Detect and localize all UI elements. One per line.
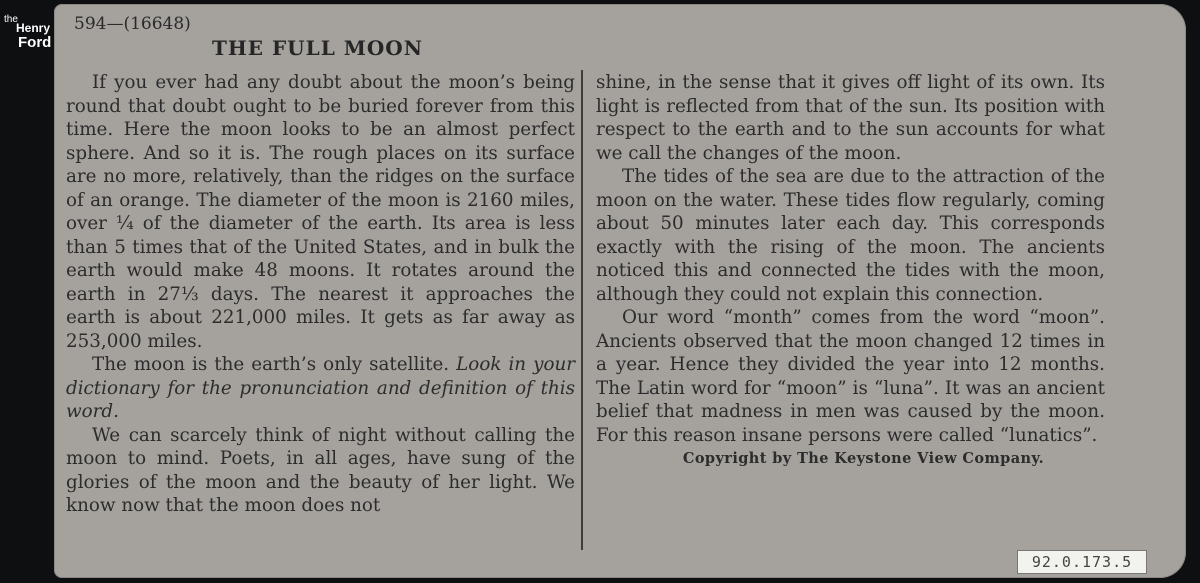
catalog-number: 594—(16648) (74, 14, 191, 34)
henry-ford-logo (4, 14, 52, 54)
left-paragraph-1: If you ever had any doubt about the moon’s being round that doubt ought to be buried forever from this time. Here the moon looks to be an almost perfect sphere. And so it is. The rough places on its surface are no more, relatively, than the ridges on the surface of an orange. The diameter of the moon is 2160 miles, over ¼ of the diameter of the earth. Its area is less than 5 times that of the United States, and in bulk the earth would make 48 moons. It rotates around the earth in 27⅓ days. The nearest it approaches the earth is about 221,000 miles. It gets as far away as 253,000 miles. (66, 72, 575, 352)
card-title: THE FULL MOON (212, 36, 423, 60)
copyright-line: Copyright by The Keystone View Company. (682, 450, 1045, 467)
right-paragraph-1: shine, in the sense that it gives off light of its own. Its light is reflected from that of the sun. Its position with respect to the earth and to the sun accounts for what we call the changes of the moon. (596, 72, 1105, 164)
column-divider (581, 70, 583, 550)
dictionary-instruction: Look in your dictionary for the pronunciation and definition of this word. (66, 354, 575, 422)
accession-number-tag: 92.0.173.5 (1017, 550, 1147, 574)
stereocard-back (54, 4, 1186, 578)
left-paragraph-2 (66, 353, 575, 424)
right-paragraph-3: Our word “month” comes from the word “moon”. Ancients observed that the moon changed 12 times in a year. Hence they divided the year into 12 months. The Latin word for “moon” is “luna”. It was an ancient belief that madness in men was caused by the moon. For this reason insane persons were called “lunatics”. (596, 307, 1105, 446)
logo-henry: Henry (16, 21, 51, 35)
logo-ford: Ford (18, 34, 52, 51)
logo-the: the (4, 14, 18, 25)
left-text-column (66, 71, 575, 518)
satellite-sentence: The moon is the earth’s only satellite. (92, 354, 450, 375)
left-paragraph-3: We can scarcely think of night without calling the moon to mind. Poets, in all ages, have sung of the glories of the moon and the beauty of her light. We know now that the moon does not (66, 424, 575, 516)
right-text-column (596, 71, 1105, 471)
right-paragraph-2: The tides of the sea are due to the attraction of the moon on the water. These tides flow regularly, coming about 50 minutes later each day. This corresponds exactly with the rising of the moon. The ancients noticed this and connected the tides with the moon, although they could not explain this connection. (596, 166, 1105, 305)
